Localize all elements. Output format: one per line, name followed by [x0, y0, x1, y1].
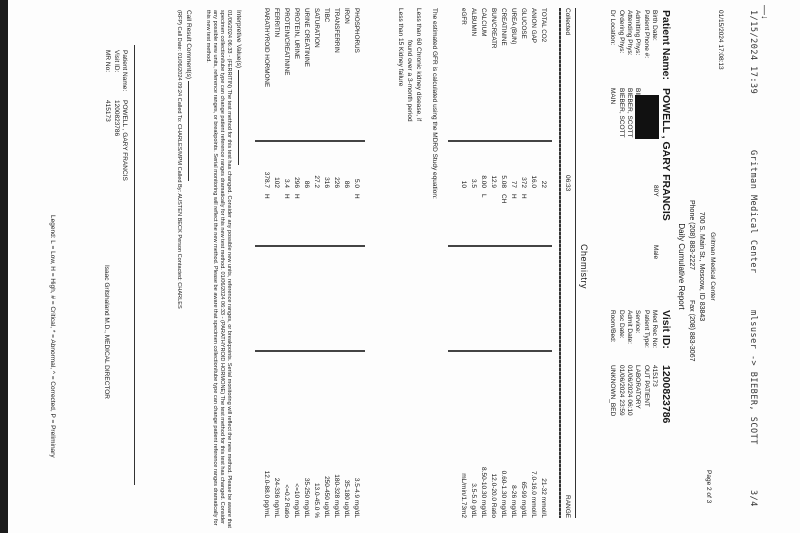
label-admitting: Admitting Phys:: [634, 10, 642, 56]
interpretive-text: 01/06/2024 06:33 - (FERRITIN) The test method for this test has changed. Consider any possible new units, reference ranges, or breakpoints. Serial monitoring will reflect the new method. Please be aware that specimen collection/tube type can change patient reference ranges dramatically for this new test method. 01/06/2024 06:33 - (PARATHYROID HORMONE) The test method for this test has changed. Consider any possible new units, reference ranges, or breakpoints. Serial monitoring will reflect the new method. Please be aware that specimen collection/tube type can change patient reference ranges dramatically for this new test method.: [205, 10, 232, 528]
test-value: 8.00: [480, 175, 487, 188]
fax-route: mlsuser -> BIEBER, SCOTT: [748, 310, 758, 445]
test-flag: H: [510, 194, 517, 199]
call-result-text: (RFP) Call Date: 01/06/2024 09:24 Called To: CHARLES/MPM Called By: AUSTEN BECK Person Contacted: CHARLES: [176, 10, 182, 309]
reference-range: 24-336 ng/mL: [273, 477, 280, 518]
facility-phone: Phone (208) 883-2227: [688, 200, 695, 271]
reference-range: 3.5-4.9 mg/dL: [353, 477, 360, 518]
test-value: 86: [343, 180, 350, 188]
test-value: 77: [510, 180, 517, 188]
test-flag: H: [353, 194, 360, 199]
test-name: PARATHYROID HORMONE: [263, 8, 270, 88]
egfr-line-3: Less than 15 Kidney failure: [397, 8, 404, 87]
label-med-rec: Med Rec No:: [651, 310, 659, 348]
ordering-phys: BIEBER, SCOTT: [617, 88, 625, 138]
test-flag: CH: [500, 194, 507, 204]
test-value: 3.5: [470, 178, 477, 188]
footer-label-patient: Patient Name:: [121, 50, 128, 92]
egfr-note: The estimated GFR is calculated using the MDRD Study equation:: [431, 8, 438, 199]
test-name: TOTAL CO2: [540, 8, 547, 43]
reference-range: <=0.2 Ratio: [283, 484, 290, 518]
reference-range: mL/min/1.73m2: [460, 473, 467, 518]
test-value: 296: [293, 177, 300, 188]
result-row: [527, 8, 537, 518]
scan-edge: [0, 0, 8, 533]
footer-values: [103, 100, 128, 181]
test-value: 316: [323, 177, 330, 188]
result-row: [290, 8, 300, 518]
reference-range: 35-250 mg/dL: [303, 477, 310, 518]
collected-time: 06:33: [564, 175, 571, 192]
result-row: [260, 8, 270, 518]
result-row: [310, 8, 320, 518]
reference-range: 8-26 mg/dL: [510, 485, 517, 518]
result-row: [270, 8, 280, 518]
label-room-bed: Room/Bed:: [609, 310, 617, 343]
reference-range: 21-32 mmol/L: [540, 478, 547, 518]
test-flag: H: [520, 194, 527, 199]
header-dashed-rule: [559, 8, 561, 518]
label-attending: Attending Phys:: [626, 10, 634, 56]
test-name: PHOSPHORUS: [353, 8, 360, 53]
service: LABORATORY: [634, 365, 642, 409]
fax-mark-icon: ––↓: [760, 5, 770, 20]
column-rule: [448, 140, 552, 142]
test-value: 226: [333, 177, 340, 188]
result-row: [497, 8, 507, 518]
dsc-date: 01/06/2024 23:59: [617, 365, 625, 416]
test-name: CALCIUM: [480, 8, 487, 37]
test-value: 12.9: [490, 175, 497, 188]
label-patient-name: Patient Name:: [660, 10, 672, 81]
dr-location: MAIN: [609, 88, 617, 105]
test-name: URINE CREATININE: [303, 8, 310, 68]
reference-range: 35-180 ug/dL: [343, 479, 350, 518]
column-rule: [255, 350, 365, 352]
reference-range: 250-450 ug/dL: [323, 476, 330, 518]
column-rule: [448, 245, 552, 247]
result-row: [330, 8, 340, 518]
interpretive-heading: [234, 10, 242, 165]
reference-range: 12.0-20.0 Ratio: [490, 473, 497, 518]
admit-date: 01/06/2024 06:10: [626, 365, 634, 416]
visit-values: [608, 365, 672, 423]
reference-range: 180-328 mg/dL: [333, 474, 340, 518]
test-name: IRON: [343, 8, 350, 24]
collected-label: Collected: [564, 8, 571, 36]
test-name: FERRITIN: [273, 8, 280, 38]
fax-page-number: 3/4: [748, 490, 758, 507]
result-row: [517, 8, 527, 518]
label-dsc-date: Dsc Date:: [617, 310, 625, 339]
test-value: 10: [460, 180, 467, 188]
visit-id: 1200823786: [660, 365, 672, 424]
patient-age: 80Y: [652, 185, 659, 197]
test-name: ALBUMIN: [470, 8, 477, 36]
room-bed: UNKNOWN_BED: [609, 365, 617, 417]
patient-sex: Male: [652, 245, 659, 260]
result-row: [487, 8, 497, 518]
test-value: 27.2: [313, 175, 320, 188]
call-result-heading: [184, 10, 192, 181]
test-name: eGFR: [460, 8, 467, 25]
reference-range: 12.0-88.0 pg/mL: [263, 470, 270, 518]
patient-labels: [608, 10, 672, 80]
test-name: UREA (BUN): [510, 8, 517, 45]
label-patient-phone: Patient Phone #:: [642, 10, 650, 59]
result-row: [457, 8, 467, 518]
legend: Legend: L = Low, H = High, # = Critical, * = Abnormal, ^ = Corrected, P = Preliminary: [49, 215, 56, 458]
label-service: Service:: [634, 310, 642, 334]
footer-label-mr: MR No:: [104, 50, 112, 73]
reference-range: 8.50-10.30 mg/dL: [480, 467, 487, 518]
page-label: Page 2 of 3: [705, 470, 712, 504]
visit-labels: [608, 310, 672, 349]
label-ordering: Ordering Phys:: [617, 10, 625, 54]
test-value: 378.7: [263, 171, 270, 188]
result-row: [350, 8, 360, 518]
interpretive-heading-text: Interpretive Value(s): [235, 10, 242, 69]
result-row: [340, 8, 350, 518]
column-rule: [255, 140, 365, 142]
result-row: [467, 8, 477, 518]
result-row: [280, 8, 290, 518]
attending-phys: BIEBER, SCOTT: [626, 88, 634, 138]
test-value: 5.08: [500, 175, 507, 188]
column-rule: [448, 350, 552, 352]
reference-range: 0.60-1.30 mg/dL: [500, 470, 507, 518]
report-title: Daily Cumulative Report: [677, 223, 686, 310]
footer-mr-no: 415173: [104, 100, 112, 122]
reference-range: <=10 mg/dL: [293, 483, 300, 518]
reference-range: 3.5-5.0 g/dL: [470, 483, 477, 518]
test-name: TRANSFERRIN: [333, 8, 340, 53]
facility-fax: Fax (208) 883-3067: [688, 300, 695, 362]
test-name: SATURATION: [313, 8, 320, 48]
label-patient-type: Patient Type:: [642, 310, 650, 348]
column-rule: [255, 245, 365, 247]
test-name: ANION GAP: [530, 8, 537, 43]
test-value: 102: [273, 177, 280, 188]
test-name: TIBC: [323, 8, 330, 23]
section-title: Chemistry: [579, 243, 589, 289]
footer-labels: [103, 50, 128, 91]
label-visit-id: Visit ID:: [660, 310, 672, 349]
label-birth-date: Birth Date:: [651, 10, 659, 41]
test-value: 16.0: [530, 175, 537, 188]
facility-address: 700 S. Main St., Moscow, ID 83843: [698, 211, 705, 322]
range-label: RANGE: [564, 495, 571, 519]
test-name: PROTEIN, URINE: [293, 8, 300, 60]
result-row: [537, 8, 547, 518]
test-flag: L: [480, 194, 487, 198]
reference-range: 65-99 mg/dL: [520, 481, 527, 518]
test-value: 372: [520, 177, 527, 188]
patient-name: POWELL , GARY FRANCIS: [660, 88, 672, 221]
test-name: PROTEIN/CREATININE: [283, 8, 290, 76]
footer-rule: [134, 45, 135, 485]
printed-timestamp: 01/15/2024 17:08:13: [717, 10, 724, 70]
test-value: 5.0: [353, 178, 360, 188]
footer-label-visit: Visit ID:: [112, 50, 120, 73]
results-group-2: [260, 8, 360, 518]
footer-visit-id: 1200823786: [112, 100, 120, 137]
fax-timestamp: 1/15/2024 17:39: [748, 10, 758, 95]
result-row: [320, 8, 330, 518]
test-name: GLUCOSE: [520, 8, 527, 39]
test-flag: H: [263, 194, 270, 199]
reference-range: 13.0-45.0 %: [313, 482, 320, 518]
result-row: [507, 8, 517, 518]
fax-sender: Gritman Medical Center: [748, 150, 758, 274]
med-rec-no: 415173: [651, 365, 659, 387]
test-flag: H: [293, 194, 300, 199]
test-value: 22: [540, 180, 547, 188]
test-value: 3.4: [283, 178, 290, 188]
footer-patient-name: POWELL , GARY FRANCIS: [121, 100, 128, 181]
section-rule: [575, 8, 576, 518]
test-flag: H: [283, 194, 290, 199]
test-value: 86: [303, 180, 310, 188]
test-name: BUN/CREATR: [490, 8, 497, 49]
result-row: [477, 8, 487, 518]
result-row: [300, 8, 310, 518]
egfr-line-1: Less than 60 Chronic kidney disease, if: [415, 8, 422, 122]
call-result-heading-text: Call Result Comment(s): [185, 10, 192, 79]
test-name: CREATININE: [500, 8, 507, 46]
patient-type: OUT PATIENT: [642, 365, 650, 407]
reference-range: 7.0-16.0 mmol/L: [530, 471, 537, 518]
label-location: Dr Location:: [609, 10, 617, 46]
facility-name: Gritman Medical Center: [709, 232, 716, 301]
label-admit-date: Admit Date:: [626, 310, 634, 344]
results-group-1: [457, 8, 547, 518]
medical-director: Isaac Gritshaland M.D., MEDICAL DIRECTOR: [103, 265, 110, 400]
egfr-line-2: found over a 3-month period: [406, 40, 413, 122]
redaction-block: [635, 95, 659, 139]
